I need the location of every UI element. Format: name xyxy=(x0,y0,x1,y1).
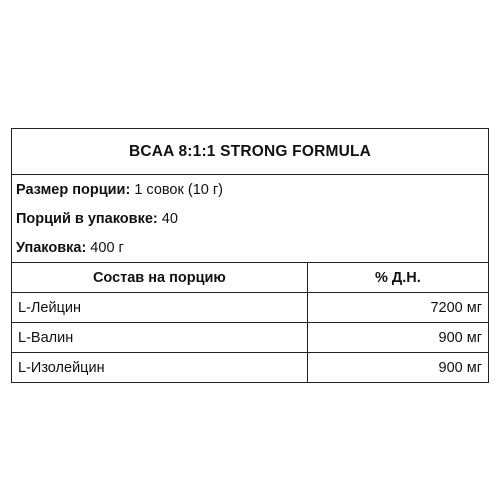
package-size-label: Упаковка: xyxy=(16,239,87,256)
servings-per-container-row xyxy=(12,204,489,233)
table-row xyxy=(12,323,489,353)
ingredient-amount: 900 мг xyxy=(307,353,488,383)
daily-value-header: % Д.Н. xyxy=(307,263,488,293)
ingredient-name: L-Изолейцин xyxy=(12,353,308,383)
servings-per-container-value: 40 xyxy=(157,210,178,227)
package-size xyxy=(12,233,489,263)
nutrition-facts-table xyxy=(11,128,489,383)
serving-size-value: 1 совок (10 г) xyxy=(130,181,223,198)
title-row xyxy=(12,129,489,175)
ingredient-amount: 7200 мг xyxy=(307,293,488,323)
ingredient-name: L-Лейцин xyxy=(12,293,308,323)
package-size-row xyxy=(12,233,489,263)
serving-size-label: Размер порции: xyxy=(16,181,131,198)
serving-size xyxy=(12,175,489,205)
table-row xyxy=(12,353,489,383)
package-size-value: 400 г xyxy=(86,239,124,256)
composition-header: Состав на порцию xyxy=(12,263,308,293)
product-title: BCAA 8:1:1 STRONG FORMULA xyxy=(12,129,489,175)
servings-per-container xyxy=(12,204,489,233)
ingredient-amount: 900 мг xyxy=(307,323,488,353)
column-header-row xyxy=(12,263,489,293)
ingredient-name: L-Валин xyxy=(12,323,308,353)
table-row xyxy=(12,293,489,323)
serving-size-row xyxy=(12,175,489,205)
servings-per-container-label: Порций в упаковке: xyxy=(16,210,158,227)
